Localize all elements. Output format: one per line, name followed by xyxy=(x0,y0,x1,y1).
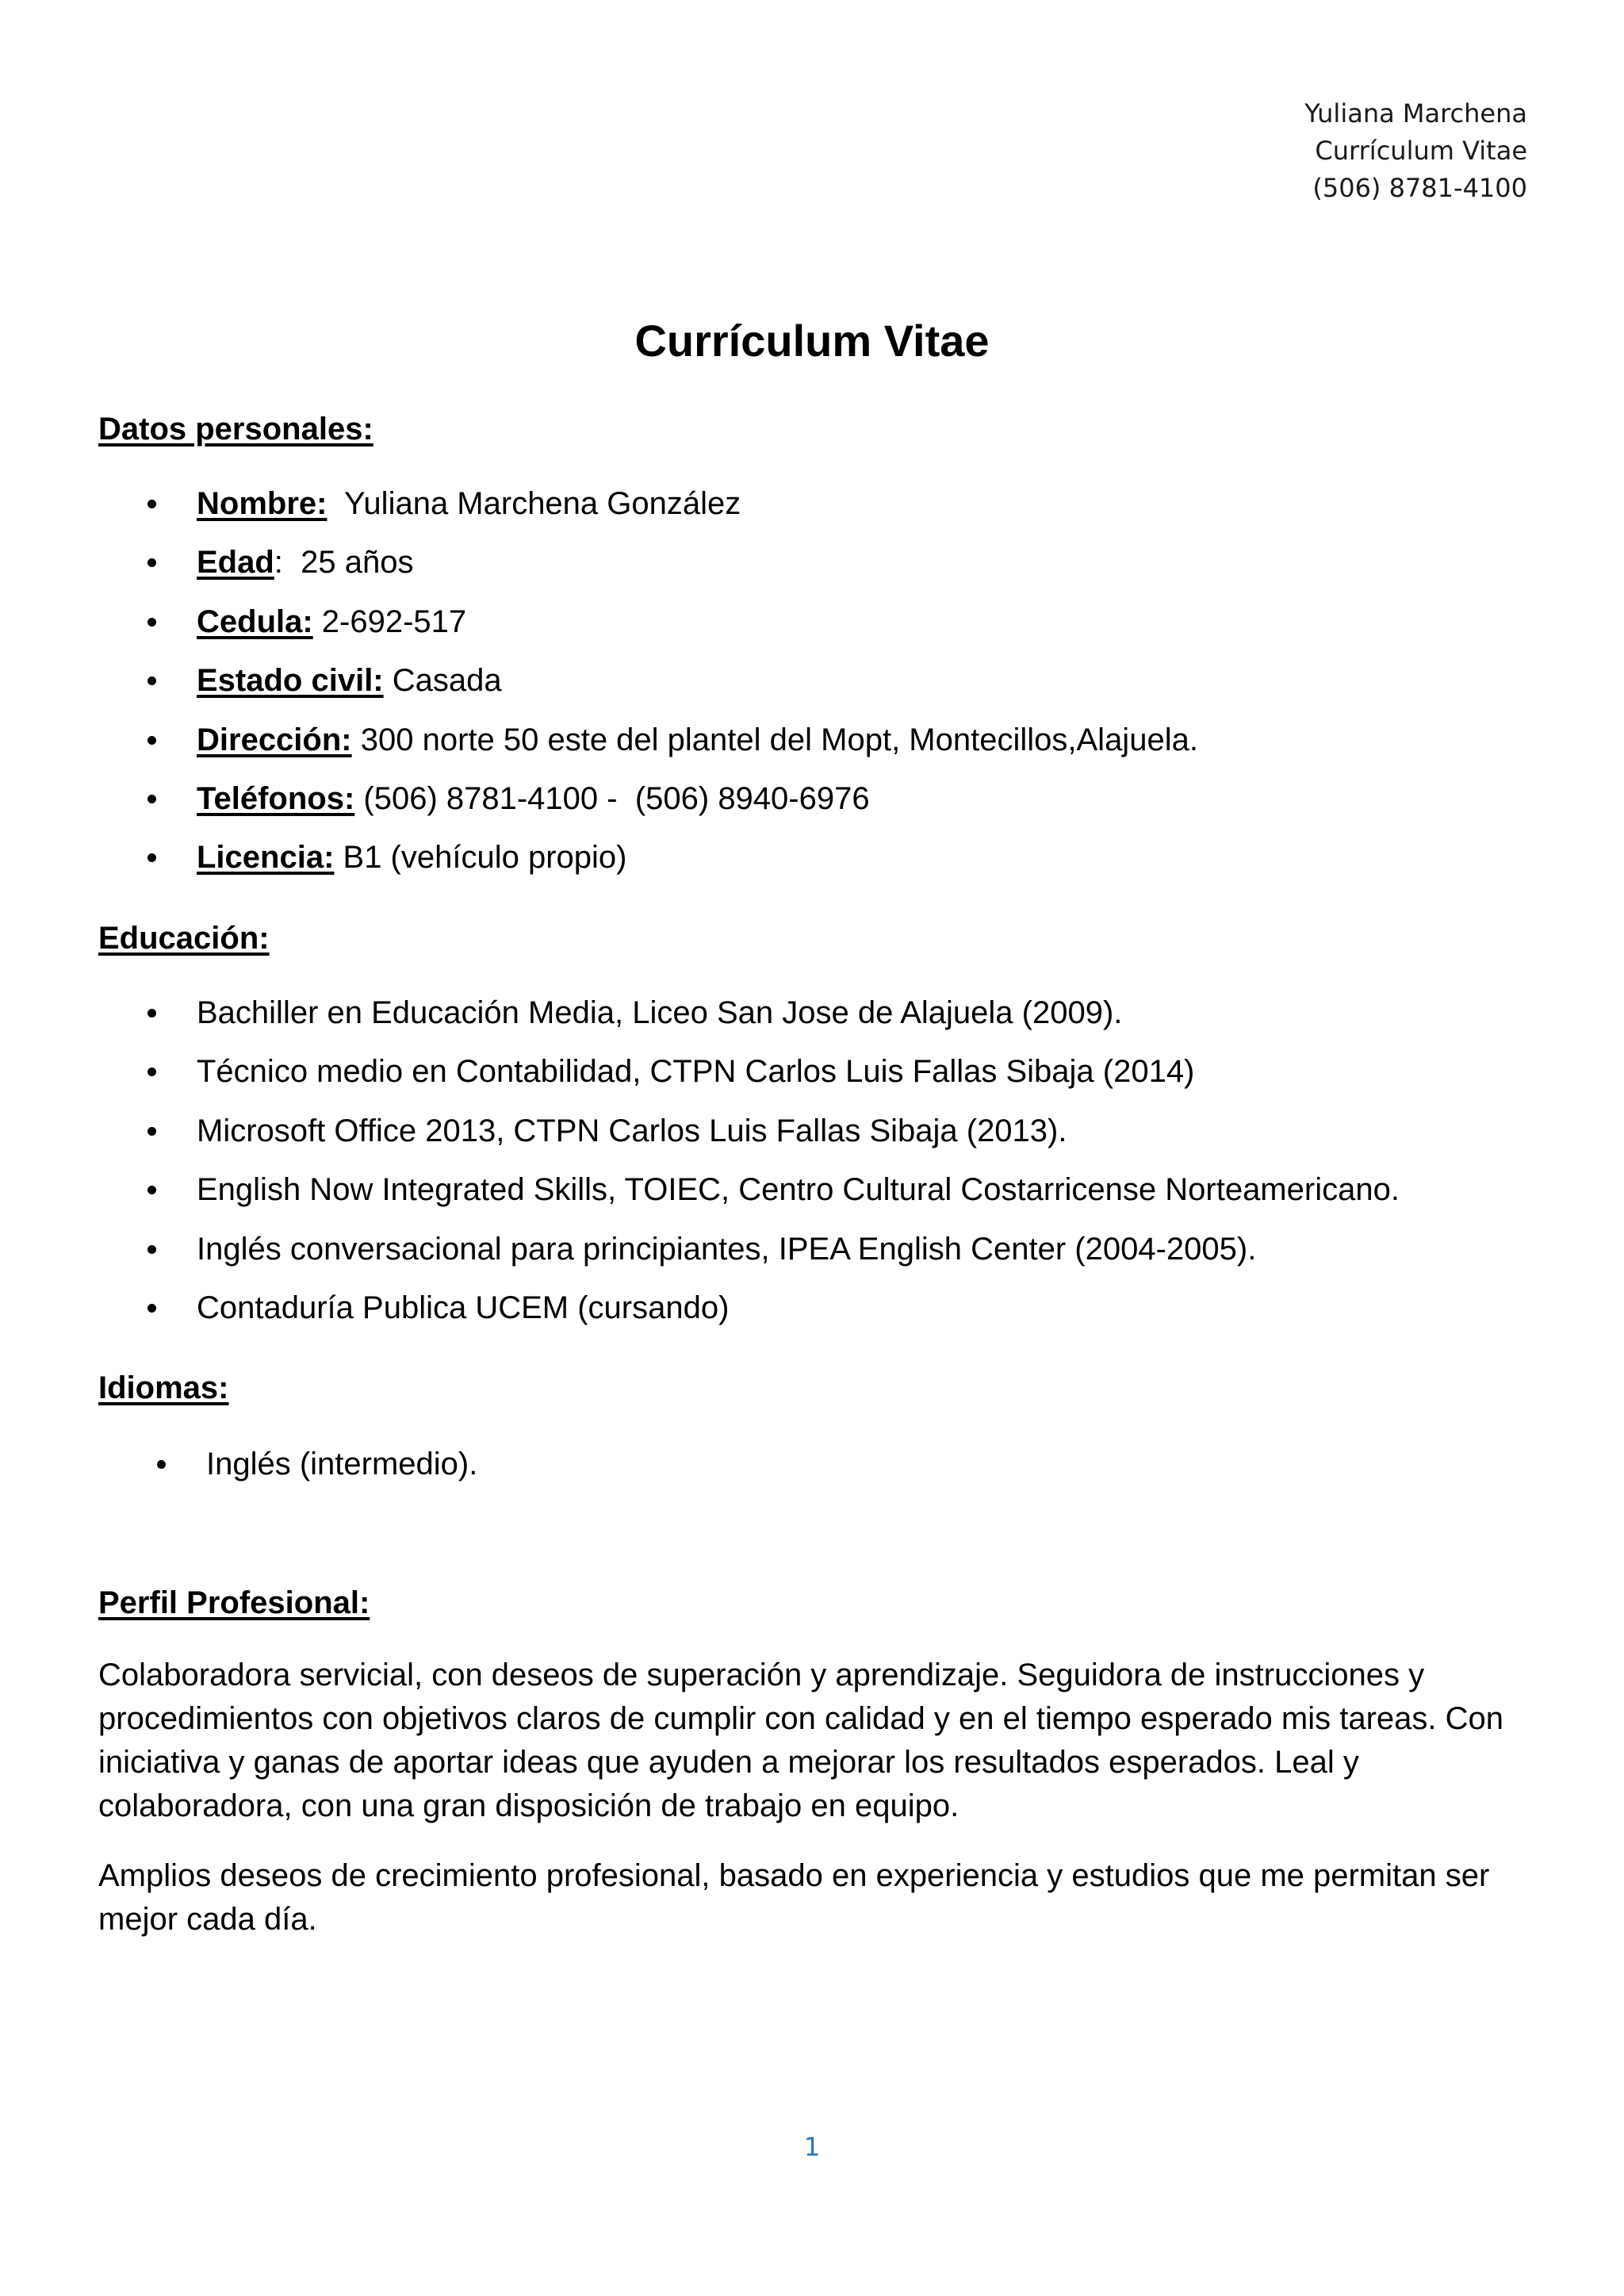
item-value: : 25 años xyxy=(274,545,414,581)
bullet-icon xyxy=(147,677,156,685)
item-value: B1 (vehículo propio) xyxy=(334,840,627,876)
bullet-icon xyxy=(147,1068,156,1076)
item-value: 300 norte 50 este del plantel del Mopt, Montecillos,Alajuela. xyxy=(351,722,1198,757)
bullet-icon xyxy=(147,558,156,567)
item-text: Bachiller en Educación Media, Liceo San Jose de Alajuela (2009). xyxy=(197,995,1123,1030)
section-heading-idiomas: Idiomas: xyxy=(98,1370,229,1405)
section-heading-educacion: Educación: xyxy=(98,921,270,956)
item-text: Microsoft Office 2013, CTPN Carlos Luis Fallas Sibaja (2013). xyxy=(197,1113,1067,1148)
item-text: Contaduría Publica UCEM (cursando) xyxy=(197,1290,730,1325)
section-heading-perfil: Perfil Profesional: xyxy=(98,1585,370,1620)
item-value: 2-692-517 xyxy=(312,604,467,639)
bullet-icon xyxy=(147,795,156,803)
item-text: Técnico medio en Contabilidad, CTPN Carlos Luis Fallas Sibaja (2014) xyxy=(197,1054,1195,1090)
page-number: 1 xyxy=(803,2132,821,2162)
item-label: Edad xyxy=(197,545,274,581)
bullet-icon xyxy=(147,500,156,508)
perfil-paragraph-1: Colaboradora servicial, con deseos de superación y aprendizaje. Seguidora de instrucciones y procedimientos con objetivos claros de cumplir con calidad y en el tiempo esperado mis tareas. Con iniciativa y ganas de aportar ideas que ayuden a mejorar los resultados esperados. Leal y colaboradora, con una gran disposición de trabajo en equipo. xyxy=(98,1658,1504,1823)
bullet-icon xyxy=(147,618,156,627)
bullet-icon xyxy=(147,1009,156,1018)
item-label: Licencia: xyxy=(197,840,335,876)
item-value: Casada xyxy=(383,663,502,699)
item-label: Teléfonos: xyxy=(197,780,355,816)
header-doc-title: Currículum Vitae xyxy=(1315,136,1527,166)
bullet-icon xyxy=(147,1245,156,1254)
bullet-icon xyxy=(147,1186,156,1194)
item-label: Dirección: xyxy=(197,722,352,757)
item-text: Inglés (intermedio). xyxy=(206,1447,478,1481)
item-label: Estado civil: xyxy=(197,663,384,699)
header-name: Yuliana Marchena xyxy=(1304,98,1527,128)
bullet-icon xyxy=(147,853,156,862)
item-text: English Now Integrated Skills, TOIEC, Centro Cultural Costarricense Norteamericano. xyxy=(197,1172,1400,1208)
page-header xyxy=(1304,95,1527,207)
bullet-icon xyxy=(147,1127,156,1136)
perfil-paragraph-2: Amplios deseos de crecimiento profesional, basado en experiencia y estudios que me permitan ser mejor cada día. xyxy=(98,1858,1490,1937)
header-phone: (506) 8781-4100 xyxy=(1312,173,1527,203)
section-heading-datos: Datos personales: xyxy=(98,412,373,447)
bullet-icon xyxy=(147,1304,156,1313)
page-title: Currículum Vitae xyxy=(634,316,990,366)
item-label: Cedula: xyxy=(197,604,313,639)
item-label: Nombre: xyxy=(197,486,327,521)
bullet-icon xyxy=(157,1460,166,1469)
item-value: (506) 8781-4100 - (506) 8940-6976 xyxy=(354,780,870,816)
bullet-icon xyxy=(147,736,156,745)
item-value: Yuliana Marchena González xyxy=(327,486,741,521)
item-text: Inglés conversacional para principiantes, IPEA English Center (2004-2005). xyxy=(197,1231,1257,1267)
